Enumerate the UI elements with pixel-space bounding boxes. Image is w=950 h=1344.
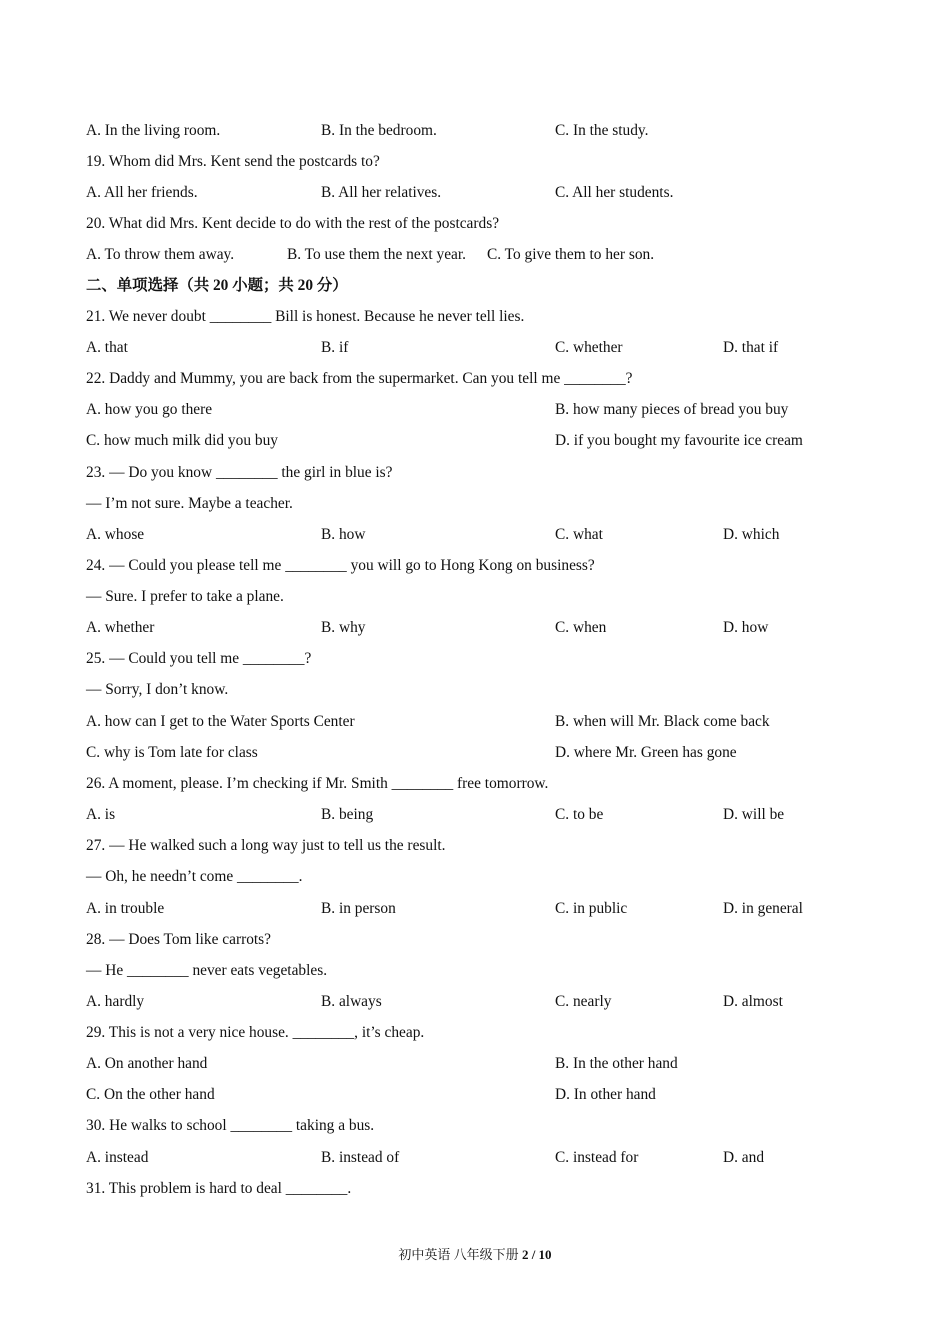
q31-stem: 31. This problem is hard to deal ________. [86,1180,352,1197]
q24-option-b: B. why [321,619,366,636]
q25-option-c: C. why is Tom late for class [86,744,258,761]
q21-stem: 21. We never doubt ________ Bill is honest. Because he never tell lies. [86,308,525,325]
q30-option-b: B. instead of [321,1149,400,1166]
q27-reply: — Oh, he needn’t come ________. [86,868,303,885]
q24-option-a: A. whether [86,619,155,636]
q27-option-c: C. in public [555,900,628,917]
q22-option-b: B. how many pieces of bread you buy [555,401,789,418]
q21-option-b: B. if [321,339,349,356]
q20-option-c: C. To give them to her son. [487,246,655,263]
q21-option-d: D. that if [723,339,779,356]
q23-option-c: C. what [555,526,603,543]
q29-option-d: D. In other hand [555,1086,656,1103]
q26-stem: 26. A moment, please. I’m checking if Mr. Smith ________ free tomorrow. [86,775,549,792]
q18-option-c: C. In the study. [555,122,649,139]
q22-option-d: D. if you bought my favourite ice cream [555,432,803,449]
q28-option-c: C. nearly [555,993,612,1010]
q21-option-a: A. that [86,339,128,356]
q26-option-a: A. is [86,806,116,823]
q20-option-a: A. To throw them away. [86,246,235,263]
q26-option-b: B. being [321,806,374,823]
q25-reply: — Sorry, I don’t know. [86,681,229,698]
page-footer [0,1246,950,1264]
q19-option-b: B. All her relatives. [321,184,442,201]
q28-reply: — He ________ never eats vegetables. [86,962,328,979]
q28-option-a: A. hardly [86,993,145,1010]
q30-stem: 30. He walks to school ________ taking a bus. [86,1117,375,1134]
q23-reply: — I’m not sure. Maybe a teacher. [86,495,293,512]
q27-option-a: A. in trouble [86,900,165,917]
section-heading: 二、单项选择（共 20 小题；共 20 分） [86,277,348,294]
q28-option-d: D. almost [723,993,783,1010]
q27-stem: 27. — He walked such a long way just to tell us the result. [86,837,446,854]
q29-option-a: A. On another hand [86,1055,208,1072]
q30-option-c: C. instead for [555,1149,639,1166]
q20-stem: 20. What did Mrs. Kent decide to do with the rest of the postcards? [86,215,500,232]
q23-option-a: A. whose [86,526,145,543]
q26-option-d: D. will be [723,806,785,823]
q20-option-b: B. To use them the next year. [287,246,467,263]
page-number: 2 / 10 [521,1247,552,1262]
q30-option-a: A. instead [86,1149,149,1166]
q25-stem: 25. — Could you tell me ________? [86,650,312,667]
q21-option-c: C. whether [555,339,623,356]
q22-option-a: A. how you go there [86,401,213,418]
q22-stem: 22. Daddy and Mummy, you are back from the supermarket. Can you tell me ________? [86,370,633,387]
q25-option-d: D. where Mr. Green has gone [555,744,737,761]
q29-option-c: C. On the other hand [86,1086,215,1103]
q19-stem: 19. Whom did Mrs. Kent send the postcards to? [86,153,380,170]
q24-stem: 24. — Could you please tell me ________ you will go to Hong Kong on business? [86,557,595,574]
q19-option-c: C. All her students. [555,184,674,201]
q19-option-a: A. All her friends. [86,184,198,201]
q27-option-b: B. in person [321,900,396,917]
q24-reply: — Sure. I prefer to take a plane. [86,588,284,605]
q23-option-b: B. how [321,526,366,543]
q25-option-a: A. how can I get to the Water Sports Center [86,713,355,730]
q26-option-c: C. to be [555,806,604,823]
q24-option-d: D. how [723,619,769,636]
q25-option-b: B. when will Mr. Black come back [555,713,770,730]
q29-option-b: B. In the other hand [555,1055,678,1072]
footer-subject: 初中英语 八年级下册 [398,1247,522,1262]
q28-stem: 28. — Does Tom like carrots? [86,931,271,948]
q23-option-d: D. which [723,526,780,543]
q22-option-c: C. how much milk did you buy [86,432,278,449]
q29-stem: 29. This is not a very nice house. ________, it’s cheap. [86,1024,425,1041]
q18-option-a: A. In the living room. [86,122,221,139]
q23-stem: 23. — Do you know ________ the girl in blue is? [86,464,393,481]
q24-option-c: C. when [555,619,607,636]
q18-option-b: B. In the bedroom. [321,122,437,139]
q28-option-b: B. always [321,993,382,1010]
q27-option-d: D. in general [723,900,803,917]
q30-option-d: D. and [723,1149,765,1166]
